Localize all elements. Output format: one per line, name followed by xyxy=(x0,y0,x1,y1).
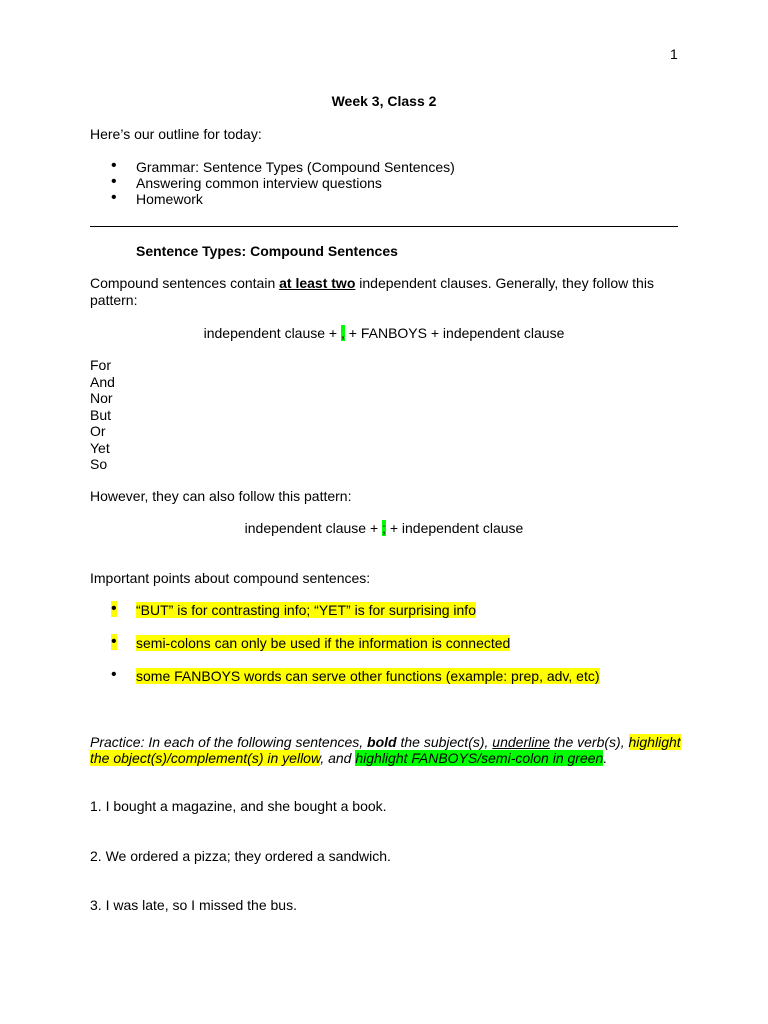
semicolon-highlight: ; xyxy=(382,520,386,536)
definition-line-1: Compound sentences contain at least two independent clauses. Generally, they follow this xyxy=(90,275,654,291)
practice-sentence: 1. I bought a magazine, and she bought a book. xyxy=(90,798,387,814)
practice-instructions-line-1: Practice: In each of the following sentences, bold the subject(s), underline the verb(s), highlight xyxy=(90,734,681,750)
fanboys-word: Yet xyxy=(90,439,110,456)
emphasis-text: at least two xyxy=(279,275,356,291)
also-pattern-intro: However, they can also follow this pattern: xyxy=(90,488,352,504)
list-item: semi-colons can only be used if the information is connected xyxy=(136,635,511,651)
fanboys-word: Or xyxy=(90,423,106,439)
bullet-icon: • xyxy=(111,666,117,683)
fanboys-word: Nor xyxy=(90,390,113,406)
list-item: some FANBOYS words can serve other functions (example: prep, adv, etc) xyxy=(136,668,600,684)
pattern-formula-2: independent clause + ; + independent clause xyxy=(244,520,524,536)
page-number: 1 xyxy=(670,46,678,62)
outline-intro: Here’s our outline for today: xyxy=(90,126,262,142)
practice-sentence: 3. I was late, so I missed the bus. xyxy=(90,897,297,913)
definition-line-2: pattern: xyxy=(90,292,138,308)
list-item: “BUT” is for contrasting info; “YET” is for surprising info xyxy=(136,602,476,618)
bullet-icon: • xyxy=(111,189,117,206)
list-item: Homework xyxy=(136,191,203,207)
fanboys-list xyxy=(90,357,115,473)
bullet-icon: • xyxy=(111,600,117,617)
fanboys-word: But xyxy=(90,406,112,423)
comma-highlight: , xyxy=(341,325,345,341)
points-intro: Important points about compound sentences: xyxy=(90,570,371,586)
list-item: Grammar: Sentence Types (Compound Sentences) xyxy=(136,159,455,175)
bullet-icon: • xyxy=(111,173,117,190)
horizontal-divider xyxy=(90,226,678,227)
fanboys-word: So xyxy=(90,456,108,472)
practice-sentence: 2. We ordered a pizza; they ordered a sandwich. xyxy=(90,848,391,864)
pattern-formula-1: independent clause + , + FANBOYS + independent clause xyxy=(203,325,565,341)
practice-instructions-line-2: the object(s)/complement(s) in yellow, and highlight FANBOYS/semi-colon in green. xyxy=(90,750,608,766)
section-heading: Sentence Types: Compound Sentences xyxy=(136,243,398,259)
fanboys-word: For xyxy=(90,357,111,373)
page-title: Week 3, Class 2 xyxy=(331,93,437,109)
bullet-icon: • xyxy=(111,633,117,650)
fanboys-word: And xyxy=(90,373,115,390)
list-item: Answering common interview questions xyxy=(136,175,382,191)
bullet-icon: • xyxy=(111,157,117,174)
